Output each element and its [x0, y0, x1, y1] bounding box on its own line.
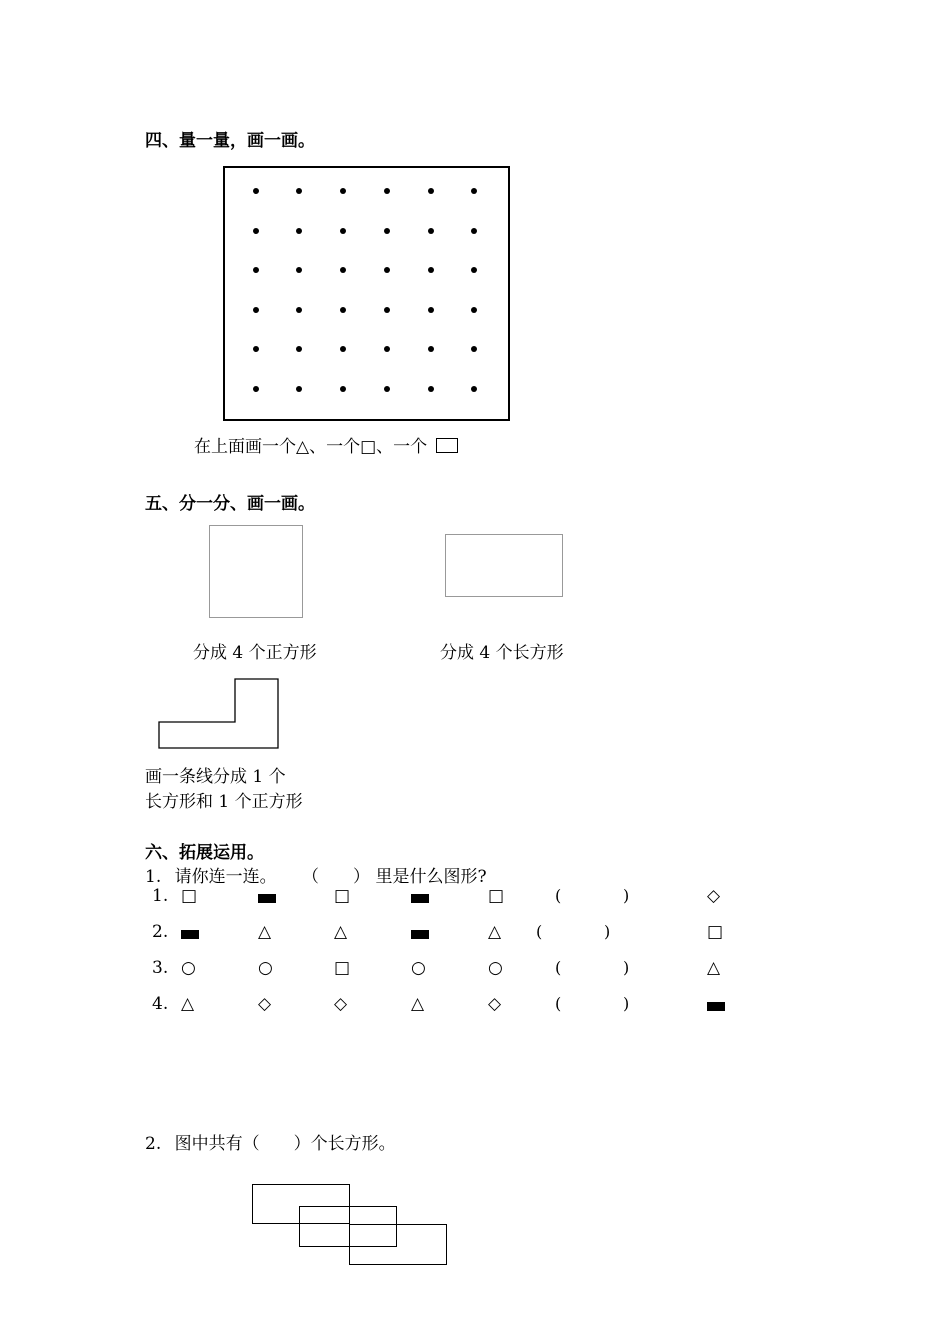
triangle-icon: △: [258, 922, 272, 942]
square-icon: □: [334, 958, 351, 978]
grid-dot: [253, 188, 259, 194]
grid-dot: [296, 307, 302, 313]
grid-dot: [384, 307, 390, 313]
grid-dot: [384, 346, 390, 352]
triangle-icon: △: [411, 994, 425, 1014]
grid-dot: [384, 228, 390, 234]
grid-dot: [428, 188, 434, 194]
square-icon: □: [707, 922, 724, 942]
q1-tail: 里是什么图形?: [375, 867, 487, 887]
rectangle-icon: [436, 438, 458, 453]
grid-dot: [471, 307, 477, 313]
square-icon: □: [334, 886, 351, 906]
circle-icon: ○: [181, 958, 196, 978]
diamond-icon: ◇: [334, 994, 348, 1014]
caption-l-line1: 画一条线分成 1 个: [145, 767, 286, 787]
filled-rectangle-icon: [411, 894, 429, 903]
section4-title: 四、量一量，画一画。: [145, 131, 315, 151]
caption-square: 分成 4 个正方形: [193, 643, 317, 663]
grid-dot: [384, 386, 390, 392]
row-number: 4.: [152, 994, 169, 1014]
answer-paren-open[interactable]: (: [555, 994, 562, 1013]
diamond-icon: ◇: [707, 886, 721, 906]
grid-dot: [428, 267, 434, 273]
grid-dot: [296, 267, 302, 273]
grid-dot: [428, 346, 434, 352]
grid-dot: [340, 228, 346, 234]
q2-number: 2.: [145, 1134, 162, 1154]
grid-dot: [340, 346, 346, 352]
q2-line: [145, 1129, 396, 1154]
section5-title: 五、分一分、画一画。: [145, 494, 315, 514]
filled-rectangle-icon: [258, 894, 276, 903]
grid-dot: [384, 267, 390, 273]
filled-rectangle-icon: [411, 930, 429, 939]
grid-dot: [471, 346, 477, 352]
grid-dot: [384, 188, 390, 194]
grid-dot: [471, 267, 477, 273]
diamond-icon: ◇: [488, 994, 502, 1014]
circle-icon: ○: [258, 958, 273, 978]
circle-icon: ○: [488, 958, 503, 978]
answer-paren-open[interactable]: (: [555, 886, 562, 905]
grid-dot: [296, 346, 302, 352]
section4-caption-text: 在上面画一个△、一个□、一个: [194, 437, 428, 457]
grid-dot: [428, 386, 434, 392]
grid-dot: [340, 386, 346, 392]
grid-dot: [340, 267, 346, 273]
grid-dot: [471, 188, 477, 194]
square-icon: □: [181, 886, 198, 906]
caption-l-line2: 长方形和 1 个正方形: [145, 792, 303, 812]
q1-paren: （ ）: [302, 867, 371, 887]
grid-dot: [253, 307, 259, 313]
grid-dot: [471, 228, 477, 234]
diamond-icon: ◇: [258, 994, 272, 1014]
q1-line: [145, 862, 487, 887]
answer-paren-close[interactable]: ): [623, 958, 630, 977]
section4-caption: [194, 432, 458, 457]
row-number: 1.: [152, 886, 169, 906]
q1-number: 1.: [145, 867, 162, 887]
answer-paren-close[interactable]: ): [623, 886, 630, 905]
answer-paren-close[interactable]: ): [623, 994, 630, 1013]
triangle-icon: △: [488, 922, 502, 942]
grid-dot: [253, 267, 259, 273]
q2-text: 图中共有（ ）个长方形。: [174, 1134, 396, 1154]
grid-dot: [471, 386, 477, 392]
triangle-icon: △: [181, 994, 195, 1014]
grid-dot: [428, 228, 434, 234]
circle-icon: ○: [411, 958, 426, 978]
square-shape: [209, 525, 303, 618]
filled-rectangle-icon: [181, 930, 199, 939]
grid-dot: [296, 228, 302, 234]
answer-paren-open[interactable]: (: [555, 958, 562, 977]
l-shape: [150, 676, 285, 752]
section6-title: 六、拓展运用。: [145, 843, 264, 863]
triangle-icon: △: [707, 958, 721, 978]
caption-rectangle: 分成 4 个长方形: [440, 643, 564, 663]
grid-dot: [296, 188, 302, 194]
grid-dot: [253, 386, 259, 392]
row-number: 3.: [152, 958, 169, 978]
rectangle-shape: [445, 534, 563, 597]
row-number: 2.: [152, 922, 169, 942]
grid-dot: [296, 386, 302, 392]
grid-dot: [428, 307, 434, 313]
filled-rectangle-icon: [707, 1002, 725, 1011]
answer-paren-close[interactable]: ): [604, 922, 611, 941]
grid-dot: [340, 188, 346, 194]
dot-grid: [223, 166, 510, 421]
grid-dot: [253, 228, 259, 234]
answer-paren-open[interactable]: (: [536, 922, 543, 941]
triangle-icon: △: [334, 922, 348, 942]
overlap-rectangle-3: [349, 1224, 447, 1265]
grid-dot: [340, 307, 346, 313]
square-icon: □: [488, 886, 505, 906]
q1-text: 请你连一连。: [174, 867, 277, 887]
grid-dot: [253, 346, 259, 352]
